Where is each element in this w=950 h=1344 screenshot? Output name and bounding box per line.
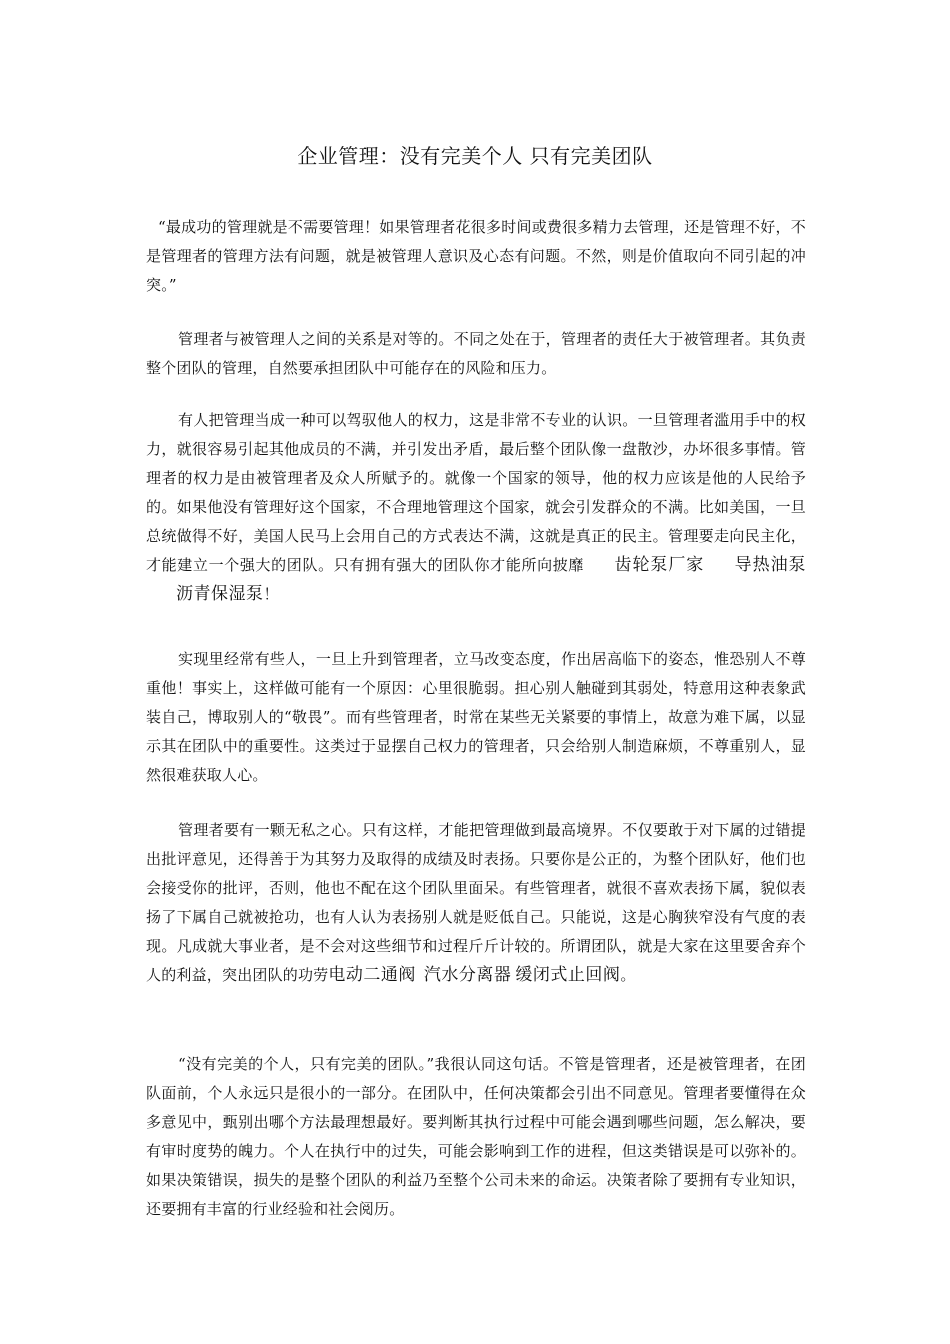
keyword-link-steam-separator[interactable]: 汽水分离器 [423, 965, 512, 985]
keyword-link-gear-pump[interactable]: 齿轮泵厂家 [614, 555, 705, 575]
paragraph-5-text: 管理者要有一颗无私之心。只有这样，才能把管理做到最高境界。不仅要敢于对下属的过错提出批评意见，还得善于为其努力及取得的成绩及时表扬。只要你是公正的，为整个团队好，他们也会接受你的批评，否则，他也不配在这个团队里面呆。有些管理者，就很不喜欢表扬下属，貌似表扬了下属自己就被抢功，也有人认为表扬别人就是贬低自己。只能说，这是心胸狭窄没有气度的表现。凡成就大事业者，是不会对这些细节和过程斤斤计较的。所谓团队，就是大家在这里要舍弃个人的利益，突出团队的功劳 [146, 821, 806, 984]
paragraph-5 [146, 816, 806, 990]
paragraph-1: “最成功的管理就是不需要管理！如果管理者花很多时间或费很多精力去管理，还是管理不好，不是管理者的管理方法有问题，就是被管理人意识及心态有问题。不然，则是价值取向不同引起的冲突。” [146, 218, 806, 294]
paragraph-3-end: ！ [263, 585, 279, 603]
keyword-link-asphalt-pump[interactable]: 沥青保湿泵 [176, 584, 264, 604]
paragraph-6: “没有完美的个人，只有完美的团队。”我很认同这句话。不管是管理者，还是被管理者，在团队面前，个人永远只是很小的一部分。在团队中，任何决策都会引出不同意见。管理者要懂得在众多意见中，甄别出哪个方法最理想最好。要判断其执行过程中可能会遇到哪些问题，怎么解决，要有审时度势的魄力。个人在执行中的过失，可能会影响到工作的进程，但这类错误是可以弥补的。如果决策错误，损失的是整个团队的利益乃至整个公司未来的命运。决策者除了要拥有专业知识，还要拥有丰富的行业经验和社会阅历。 [146, 1055, 806, 1218]
keyword-link-check-valve[interactable]: 缓闭式止回阀 [515, 965, 621, 985]
paragraph-3-text: 有人把管理当成一种可以驾驭他人的权力，这是非常不专业的认识。一旦管理者滥用手中的权力，就很容易引起其他成员的不满，并引发出矛盾，最后整个团队像一盘散沙，办坏很多事情。管理者的权力是由被管理者及众人所赋予的。就像一个国家的领导，他的权力应该是他的人民给予的。如果他没有管理好这个国家，不合理地管理这个国家，就会引发群众的不满。比如美国，一旦总统做得不好，美国人民马上会用自己的方式表达不满，这就是真正的民主。管理要走向民主化，才能建立一个强大的团队。只有拥有强大的团队你才能所向披靡 [146, 411, 806, 574]
paragraph-2: 管理者与被管理人之间的关系是对等的。不同之处在于，管理者的责任大于被管理者。其负责整个团队的管理，自然要承担团队中可能存在的风险和压力。 [146, 330, 806, 377]
document-title: 企业管理：没有完美个人 只有完美团队 [297, 144, 653, 168]
paragraph-5-end: 。 [620, 966, 636, 984]
keyword-link-electric-valve[interactable]: 电动二通阀 [328, 965, 416, 985]
paragraph-4: 实现里经常有些人，一旦上升到管理者，立马改变态度，作出居高临下的姿态，惟恐别人不尊重他！事实上，这样做可能有一个原因：心里很脆弱。担心别人触碰到其弱处，特意用这种表象武装自己，博取别人的“敬畏”。而有些管理者，时常在某些无关紧要的事情上，故意为难下属，以显示其在团队中的重要性。这类过于显摆自己权力的管理者，只会给别人制造麻烦，不尊重别人，显然很难获取人心。 [146, 650, 806, 784]
paragraph-3 [146, 406, 806, 609]
keyword-link-thermal-oil-pump[interactable]: 导热油泵 [734, 555, 807, 575]
